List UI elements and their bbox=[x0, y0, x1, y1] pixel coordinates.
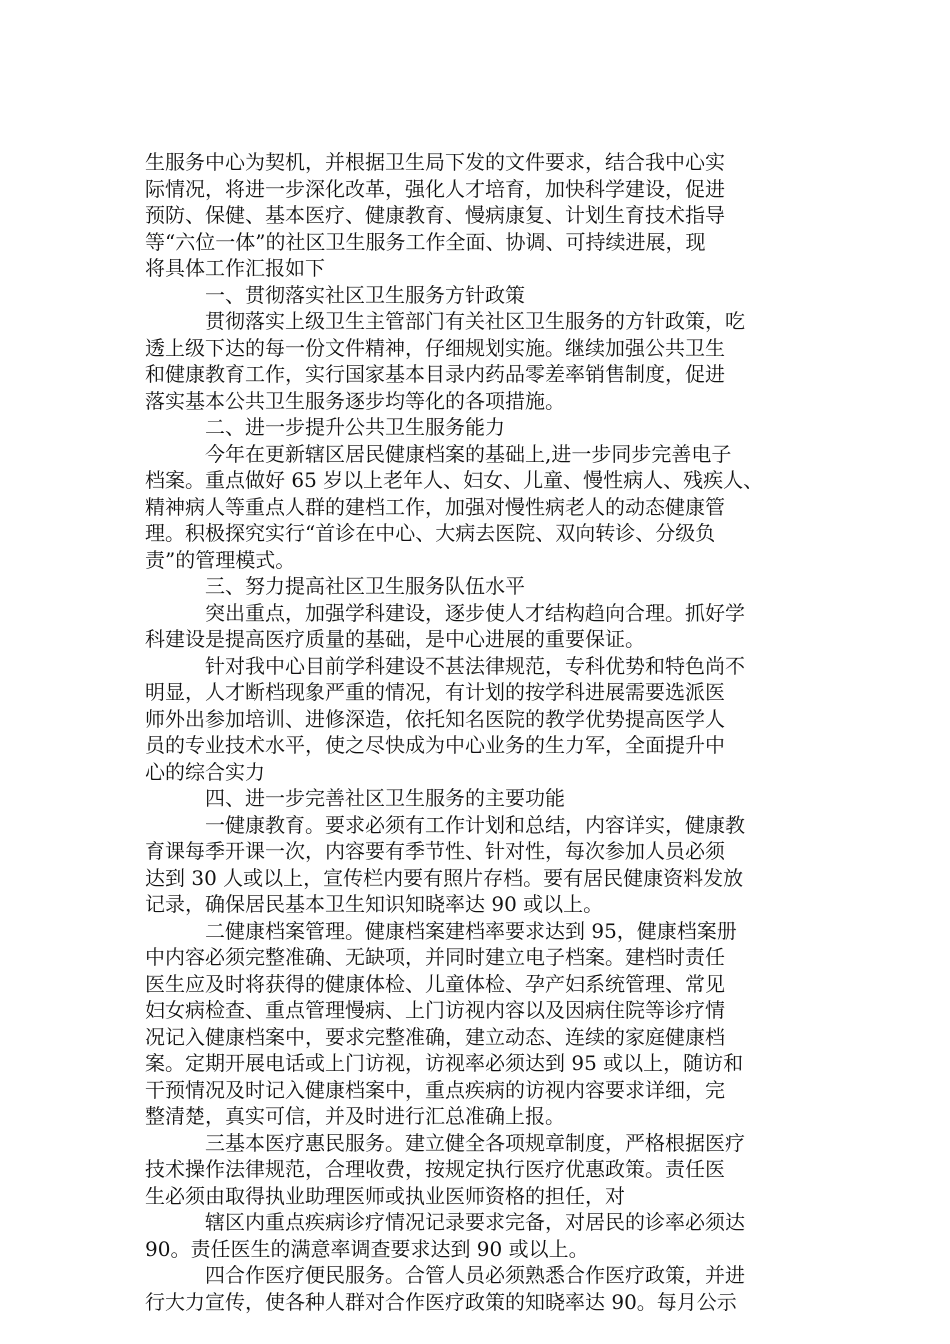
text-line: 90。责任医生的满意率调查要求达到 90 或以上。 bbox=[145, 1236, 589, 1261]
text-line: 三、努力提高社区卫生服务队伍水平 bbox=[205, 574, 525, 598]
text-line: 育课每季开课一次，内容要有季节性、针对性，每次参加人员必须 bbox=[145, 839, 725, 863]
text-line: 整清楚，真实可信，并及时进行汇总准确上报。 bbox=[145, 1104, 565, 1128]
text-line: 干预情况及时记入健康档案中，重点疾病的访视内容要求详细，完 bbox=[145, 1077, 725, 1102]
text-line: 透上级下达的每一份文件精神，仔细规划实施。继续加强公共卫生 bbox=[145, 335, 725, 360]
document-page bbox=[145, 149, 805, 1314]
text-line: 员的专业技术水平，使之尽快成为中心业务的生力军，全面提升中 bbox=[145, 733, 725, 757]
text-line: 一、贯彻落实社区卫生服务方针政策 bbox=[205, 282, 525, 307]
text-line: 科建设是提高医疗质量的基础，是中心进展的重要保证。 bbox=[145, 627, 645, 651]
text-line: 明显，人才断档现象严重的情况，有计划的按学科进展需要选派医 bbox=[145, 680, 725, 704]
text-line: 针对我中心目前学科建设不甚法律规范，专科优势和特色尚不 bbox=[205, 653, 745, 678]
text-line: 妇女病检查、重点管理慢病、上门访视内容以及因病住院等诊疗情 bbox=[145, 998, 725, 1022]
text-line: 案。定期开展电话或上门访视，访视率必须达到 95 或以上，随访和 bbox=[145, 1051, 744, 1075]
text-line: 档案。重点做好 65 岁以上老年人、妇女、儿童、慢性病人、残疾人、 bbox=[145, 468, 764, 492]
text-line: 辖区内重点疾病诊疗情况记录要求完备，对居民的诊率必须达 bbox=[205, 1210, 745, 1234]
text-line: 行大力宣传，使各种人群对合作医疗政策的知晓率达 90。每月公示 bbox=[145, 1289, 737, 1314]
text-line: 将具体工作汇报如下 bbox=[145, 256, 325, 280]
text-line: 二、进一步提升公共卫生服务能力 bbox=[205, 415, 505, 439]
text-line: 一健康教育。要求必须有工作计划和总结，内容详实，健康教 bbox=[205, 812, 745, 837]
text-line: 三基本医疗惠民服务。建立健全各项规章制度，严格根据医疗 bbox=[205, 1130, 745, 1155]
text-line: 际情况，将进一步深化改革，强化人才培育，加快科学建设，促进 bbox=[145, 176, 725, 201]
text-line: 中内容必须完整准确、无缺项，并同时建立电子档案。建档时责任 bbox=[145, 945, 725, 969]
text-line: 等“六位一体”的社区卫生服务工作全面、协调、可持续进展，现 bbox=[145, 229, 706, 254]
text-line: 况记入健康档案中，要求完整准确，建立动态、连续的家庭健康档 bbox=[145, 1024, 725, 1049]
text-line: 记录，确保居民基本卫生知识知晓率达 90 或以上。 bbox=[145, 892, 604, 916]
text-line: 责”的管理模式。 bbox=[145, 547, 296, 572]
text-line: 和健康教育工作，实行国家基本目录内药品零差率销售制度，促进 bbox=[145, 362, 725, 386]
text-line: 贯彻落实上级卫生主管部门有关社区卫生服务的方针政策，吃 bbox=[205, 309, 745, 333]
text-line: 今年在更新辖区居民健康档案的基础上,进一步同步完善电子 bbox=[205, 441, 732, 466]
text-line: 二健康档案管理。健康档案建档率要求达到 95，健康档案册 bbox=[205, 918, 737, 943]
text-line: 四合作医疗便民服务。合管人员必须熟悉合作医疗政策，并进 bbox=[205, 1263, 745, 1287]
text-line: 落实基本公共卫生服务逐步均等化的各项措施。 bbox=[145, 388, 565, 413]
text-line: 心的综合实力 bbox=[145, 759, 265, 784]
text-line: 生服务中心为契机，并根据卫生局下发的文件要求，结合我中心实 bbox=[145, 150, 725, 174]
text-line: 突出重点，加强学科建设，逐步使人才结构趋向合理。抓好学 bbox=[205, 600, 745, 625]
text-line: 理。积极探究实行“首诊在中心、大病去医院、双向转诊、分级负 bbox=[145, 521, 716, 545]
text-line: 精神病人等重点人群的建档工作，加强对慢性病老人的动态健康管 bbox=[145, 494, 725, 519]
text-line: 预防、保健、基本医疗、健康教育、慢病康复、计划生育技术指导 bbox=[145, 203, 725, 227]
text-line: 技术操作法律规范，合理收费，按规定执行医疗优惠政策。责任医 bbox=[145, 1157, 725, 1181]
text-line: 师外出参加培训、进修深造，依托知名医院的教学优势提高医学人 bbox=[145, 706, 725, 731]
text-line: 生必须由取得执业助理医师或执业医师资格的担任，对 bbox=[145, 1183, 625, 1208]
text-line: 医生应及时将获得的健康体检、儿童体检、孕产妇系统管理、常见 bbox=[145, 971, 725, 996]
text-line: 达到 30 人或以上，宣传栏内要有照片存档。要有居民健康资料发放 bbox=[145, 865, 744, 890]
text-line: 四、进一步完善社区卫生服务的主要功能 bbox=[205, 786, 565, 810]
